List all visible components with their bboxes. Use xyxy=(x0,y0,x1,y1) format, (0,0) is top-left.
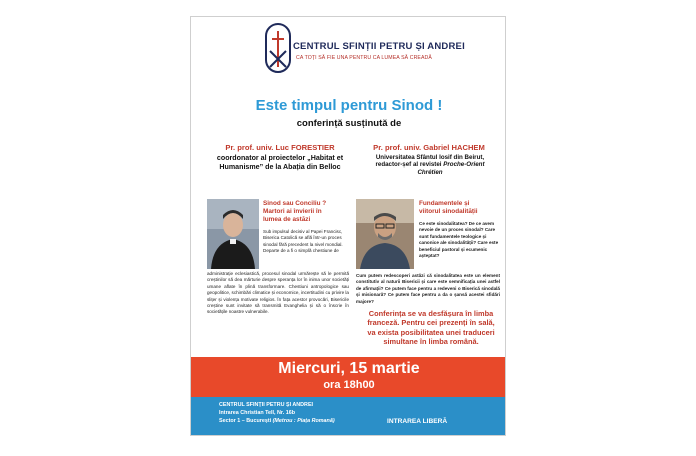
speaker1-topic-line: Sinod sau Conciliu ? xyxy=(263,200,327,207)
language-note-line: va exista posibilitatea unei traduceri xyxy=(367,327,495,337)
address-line: CENTRUL SFINȚII PETRU ȘI ANDREI xyxy=(219,402,314,408)
speaker2-role xyxy=(355,154,505,176)
speaker1-abstract-full: administrație eclesiastică, procesul sinodal urmărește să le permită creștinilor să dea mărturie despre speranța lor în inima unor societăți umane aflate în plină transformare. Chestiuni antropologice sau geopolitice, schimbări climatice și economice, incertitudini cu privire la slițer și violența motivate religios. În fața acestor provocări, Bisericile creștine sunt invitate să transmită Evanghelia și să o înscrie în societățile noastre vulnerabile. xyxy=(207,271,349,315)
event-subtitle: conferință susținută de xyxy=(296,118,402,129)
speaker2-role-line xyxy=(355,161,505,168)
speaker1-topic-line: lumea de astăzi xyxy=(263,216,311,223)
organization-tagline: CA TOȚI SĂ FIE UNA PENTRU CA LUMEA SĂ CREADĂ xyxy=(296,55,432,61)
event-title: Este timpul pentru Sinod ! xyxy=(255,97,443,114)
speaker1-role xyxy=(209,154,351,171)
speaker2-name: Pr. prof. univ. Gabriel HACHEM xyxy=(373,143,485,152)
speaker1-topic-line: Martori ai învierii în xyxy=(263,208,322,215)
venue-address xyxy=(219,401,335,425)
speaker2-role-text: redactor-șef al revistei xyxy=(375,161,444,169)
speaker2-topic-line: viitorul sinodalității xyxy=(419,208,478,215)
event-date: Miercuri, 15 martie xyxy=(278,360,420,377)
speaker2-role-line xyxy=(355,169,505,176)
free-entry-label: INTRAREA LIBERĂ xyxy=(387,418,448,425)
journal-name-cont: Chrétien xyxy=(417,168,443,176)
speaker2-abstract-full: Cum putem redescoperi astăzi că sinodalitatea este un element constitutiv al naturii Bisericii și care este semnificația unei astfel de afirmații? Ce putem face pentru a redeveni o Biserică sinodală și misionară? Ce putem face pentru a da o șansă acestei sfidări majore? xyxy=(356,273,500,304)
language-note xyxy=(361,309,501,347)
speaker1-topic xyxy=(263,200,349,224)
address-line xyxy=(219,417,335,425)
speaker1-photo xyxy=(207,199,259,269)
address-text: Sector 1 – București xyxy=(219,418,273,424)
metro-note: (Metrou : Piața Romană) xyxy=(272,418,335,424)
speaker1-name: Pr. prof. univ. Luc FORESTIER xyxy=(225,143,335,152)
speaker1-role-line: Humanisme” de la Abația din Belloc xyxy=(219,162,341,171)
speaker2-role-line: Universitatea Sfântul Iosif din Beirut, xyxy=(375,154,485,161)
event-time: ora 18h00 xyxy=(323,379,375,391)
journal-name: Proche-Orient xyxy=(443,161,485,169)
cross-anchor-logo xyxy=(265,23,291,73)
language-note-line: simultane în limba română. xyxy=(383,337,479,347)
speaker2-abstract-side: Ce este sinodalitatea? De ce avem nevoie de un proces sinodal? Care sunt fundamentele teologice și canonice ale sinodalității? Care este beneficiul pastoral și ecumenic așteptat? xyxy=(419,221,499,259)
language-note-line: franceză. Pentru cei prezenți în sală, xyxy=(367,318,495,328)
speaker1-abstract-side: Sub impulsul decisiv al Papei Francisc, Biserica Catolică se află într-un proces sinodal fără precedent la nivel mondial. Departe de a fi o simplă chestiune de xyxy=(263,229,343,254)
speaker1-role-line: coordonator al proiectelor „Habitat et xyxy=(216,154,344,162)
organization-name: CENTRUL SFINȚII PETRU ȘI ANDREI xyxy=(293,41,465,52)
speaker2-topic-line: Fundamentele și xyxy=(419,200,470,207)
speaker2-photo xyxy=(356,199,414,269)
language-note-line: Conferința se va desfășura în limba xyxy=(368,309,494,318)
event-poster xyxy=(190,16,506,436)
speaker2-topic xyxy=(419,200,501,216)
address-line: Intrarea Christian Tell, Nr. 16b xyxy=(219,410,295,416)
